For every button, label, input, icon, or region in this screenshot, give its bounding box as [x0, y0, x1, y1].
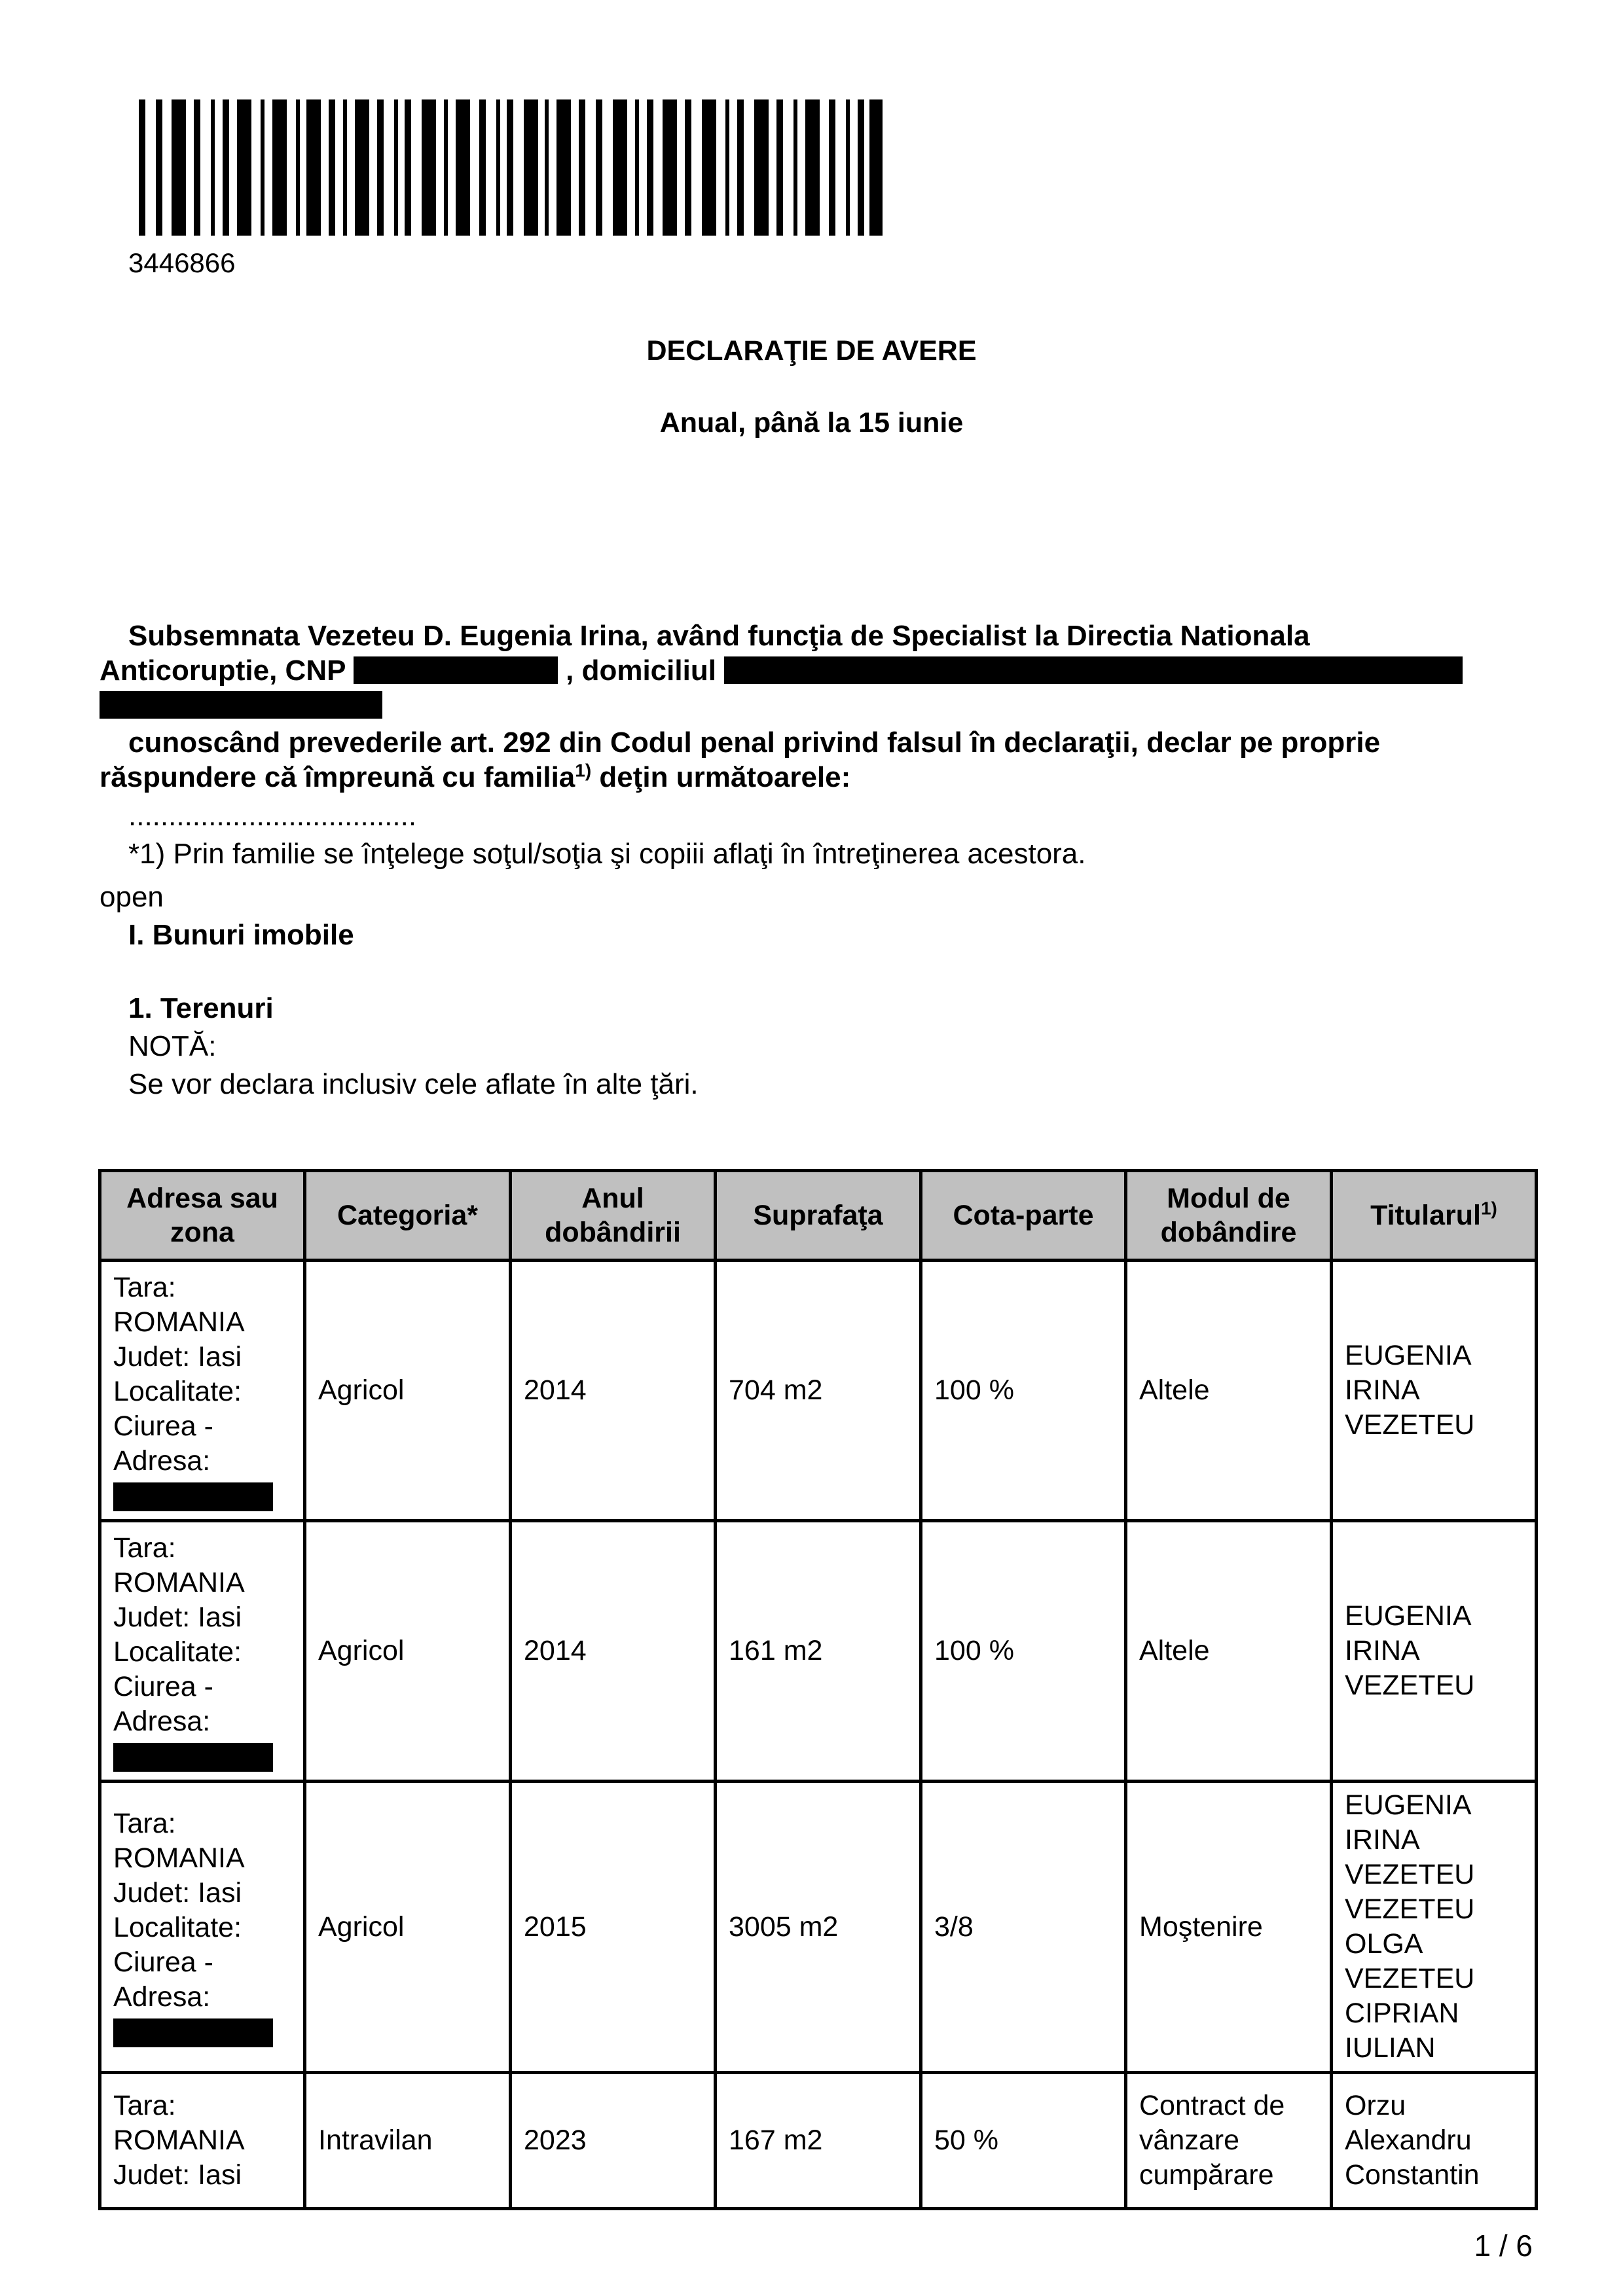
- barcode-bar: [394, 99, 398, 236]
- holder-line: CIPRIAN: [1345, 1998, 1459, 2029]
- barcode-bar: [444, 99, 448, 236]
- liability-statement: [100, 725, 1533, 795]
- cell-year: 2014: [511, 1261, 716, 1521]
- holder-line: IRINA: [1345, 1824, 1420, 1856]
- note-text: Se vor declara inclusiv cele aflate în alte ţări.: [128, 1068, 699, 1100]
- holder-line: VEZETEU: [1345, 1670, 1475, 1701]
- barcode-bar: [846, 99, 850, 236]
- liability-line2a: răspundere că împreună cu familia: [100, 761, 575, 793]
- barcode-number: 3446866: [128, 247, 236, 278]
- table-header-row: [100, 1171, 1537, 1261]
- address-line: Tara:: [113, 2090, 176, 2121]
- barcode-bar: [685, 99, 691, 236]
- subsection-title: 1. Terenuri: [128, 992, 274, 1024]
- statement-line1: Subsemnata Vezeteu D. Eugenia Irina, având funcţia de Specialist la Directia Nationala: [128, 620, 1310, 652]
- address-line: Localitate:: [113, 1375, 242, 1407]
- barcode-bar: [194, 99, 200, 236]
- barcode-bar: [422, 99, 436, 236]
- cell-area: 167 m2: [716, 2073, 921, 2209]
- barcode-bar: [306, 99, 321, 236]
- holder-line: IRINA: [1345, 1635, 1420, 1666]
- barcode-bar: [737, 99, 744, 236]
- statement-domicile-label: , domiciliul: [566, 655, 716, 687]
- holder-line: VEZETEU: [1345, 1859, 1475, 1890]
- table-row: [100, 2073, 1537, 2209]
- barcode-bar: [556, 99, 571, 236]
- barcode-bar: [579, 99, 585, 236]
- barcode-bar: [596, 99, 602, 236]
- barcode-bar: [793, 99, 797, 236]
- cell-category: Agricol: [305, 1521, 511, 1782]
- cell-area: 704 m2: [716, 1261, 921, 1521]
- header-address: Adresa sau zona: [100, 1171, 305, 1261]
- header-share: Cota-parte: [921, 1171, 1126, 1261]
- address-line: Adresa:: [113, 1705, 211, 1737]
- redacted-domicile: [724, 656, 1463, 684]
- address-line: Adresa:: [113, 1981, 211, 2013]
- barcode-bar: [805, 99, 820, 236]
- header-mode: Modul de dobândire: [1126, 1171, 1332, 1261]
- header-area: Suprafaţa: [716, 1171, 921, 1261]
- barcode-bar: [754, 99, 769, 236]
- barcode-bar: [223, 99, 229, 236]
- barcode-bar: [211, 99, 215, 236]
- cell-category: Agricol: [305, 1261, 511, 1521]
- header-category: Categoria*: [305, 1171, 511, 1261]
- dotted-line: ....................................: [128, 800, 417, 832]
- barcode-bar: [545, 99, 549, 236]
- document-subtitle: Anual, până la 15 iunie: [659, 407, 964, 439]
- barcode-bar: [524, 99, 538, 236]
- cell-mode: Altele: [1126, 1261, 1332, 1521]
- address-line: ROMANIA: [113, 1566, 245, 1598]
- cell-share: 100 %: [921, 1521, 1126, 1782]
- address-line: ROMANIA: [113, 2125, 245, 2156]
- redacted-address: [113, 1482, 273, 1511]
- address-line: Judet: Iasi: [113, 1340, 242, 1372]
- address-line: Localitate:: [113, 1636, 242, 1668]
- footnote-ref: 1): [575, 760, 592, 781]
- holder-line: IULIAN: [1345, 2032, 1436, 2064]
- barcode-bar: [139, 99, 145, 236]
- header-holder-sup: 1): [1480, 1198, 1497, 1219]
- holder-line: Alexandru: [1345, 2125, 1472, 2156]
- cell-holder: [1332, 1521, 1537, 1782]
- cell-category: Intravilan: [305, 2073, 511, 2209]
- holder-line: EUGENIA: [1345, 1600, 1472, 1632]
- cell-holder: [1332, 1261, 1537, 1521]
- cell-area: 161 m2: [716, 1521, 921, 1782]
- table-row: [100, 1521, 1537, 1782]
- barcode-bar: [172, 99, 186, 236]
- address-line: Adresa:: [113, 1444, 211, 1477]
- note-label: NOTĂ:: [128, 1030, 217, 1062]
- holder-line: VEZETEU: [1345, 1963, 1475, 1994]
- barcode-bar: [329, 99, 335, 236]
- address-line: ROMANIA: [113, 1842, 245, 1874]
- document-title: DECLARAŢIE DE AVERE: [646, 335, 977, 367]
- cell-category: Agricol: [305, 1782, 511, 2073]
- barcode-bar: [261, 99, 264, 236]
- header-holder: [1332, 1171, 1537, 1261]
- cell-share: 50 %: [921, 2073, 1126, 2209]
- barcode-bar: [405, 99, 411, 236]
- section-title: I. Bunuri imobile: [128, 919, 354, 951]
- barcode-bar: [296, 99, 300, 236]
- barcode-bar: [377, 99, 384, 236]
- cell-area: 3005 m2: [716, 1782, 921, 2073]
- cell-year: 2023: [511, 2073, 716, 2209]
- barcode-bar: [829, 99, 835, 236]
- address-line: Tara:: [113, 1271, 176, 1303]
- barcode-bar: [156, 99, 162, 236]
- holder-line: OLGA: [1345, 1928, 1423, 1960]
- barcode-bar: [272, 99, 287, 236]
- cell-address: [100, 1261, 305, 1521]
- barcode-bar: [702, 99, 716, 236]
- statement-cnp-label: Anticoruptie, CNP: [100, 655, 346, 687]
- holder-line: Constantin: [1345, 2159, 1480, 2191]
- barcode-bar: [858, 99, 864, 236]
- liability-line1: cunoscând prevederile art. 292 din Codul penal privind falsul în declaraţii, declar pe proprie: [128, 726, 1381, 759]
- liability-line2b: deţin următoarele:: [591, 761, 851, 793]
- table-row: [100, 1261, 1537, 1521]
- cell-share: 100 %: [921, 1261, 1126, 1521]
- redacted-address: [113, 2018, 273, 2047]
- barcode-bar: [355, 99, 369, 236]
- address-line: Judet: Iasi: [113, 1601, 242, 1633]
- cell-year: 2014: [511, 1521, 716, 1782]
- barcode: [139, 99, 883, 236]
- barcode-bar: [869, 99, 883, 236]
- barcode-bar: [663, 99, 677, 236]
- address-line: Judet: Iasi: [113, 1877, 242, 1909]
- barcode-bar: [776, 99, 783, 236]
- address-line: Tara:: [113, 1532, 176, 1564]
- cell-address: [100, 1521, 305, 1782]
- barcode-bar: [507, 99, 513, 236]
- header-year: Anul dobândirii: [511, 1171, 716, 1261]
- cell-mode: Altele: [1126, 1521, 1332, 1782]
- redacted-address: [113, 1743, 273, 1772]
- cell-address: [100, 1782, 305, 2073]
- address-line: Localitate:: [113, 1912, 242, 1943]
- address-line: Ciurea -: [113, 1946, 213, 1978]
- page-number: 1 / 6: [1474, 2229, 1533, 2263]
- barcode-bar: [496, 99, 500, 236]
- holder-line: EUGENIA: [1345, 1340, 1472, 1371]
- barcode-bar: [237, 99, 251, 236]
- cell-mode: Contract de vânzare cumpărare: [1126, 2073, 1332, 2209]
- barcode-bar: [479, 99, 486, 236]
- address-line: ROMANIA: [113, 1306, 245, 1338]
- address-line: Tara:: [113, 1808, 176, 1839]
- barcode-bar: [343, 99, 347, 236]
- holder-line: VEZETEU: [1345, 1893, 1475, 1925]
- land-table: [98, 1169, 1538, 2210]
- holder-line: VEZETEU: [1345, 1409, 1475, 1441]
- family-footnote: *1) Prin familie se înţelege soţul/soţia şi copiii aflaţi în întreţinerea acestora.: [128, 838, 1086, 870]
- cell-holder: [1332, 1782, 1537, 2073]
- cell-mode: Moştenire: [1126, 1782, 1332, 2073]
- table-row: [100, 1782, 1537, 2073]
- address-line: Ciurea -: [113, 1410, 213, 1442]
- holder-line: EUGENIA: [1345, 1789, 1472, 1821]
- cell-holder: [1332, 2073, 1537, 2209]
- holder-line: IRINA: [1345, 1374, 1420, 1406]
- cell-address: [100, 2073, 305, 2209]
- barcode-bar: [613, 99, 627, 236]
- barcode-bar: [725, 99, 729, 236]
- cell-share: 3/8: [921, 1782, 1126, 2073]
- redacted-cnp: [354, 656, 558, 684]
- cell-year: 2015: [511, 1782, 716, 2073]
- declarant-statement: [100, 619, 1533, 723]
- address-line: Ciurea -: [113, 1670, 213, 1702]
- barcode-bar: [635, 99, 639, 236]
- redacted-domicile-cont: [100, 691, 382, 719]
- header-holder-label: Titularul: [1370, 1200, 1481, 1231]
- open-marker: open: [100, 881, 164, 913]
- barcode-bar: [456, 99, 470, 236]
- address-line: Judet: Iasi: [113, 2159, 242, 2191]
- holder-line: Orzu: [1345, 2090, 1406, 2121]
- barcode-bar: [647, 99, 653, 236]
